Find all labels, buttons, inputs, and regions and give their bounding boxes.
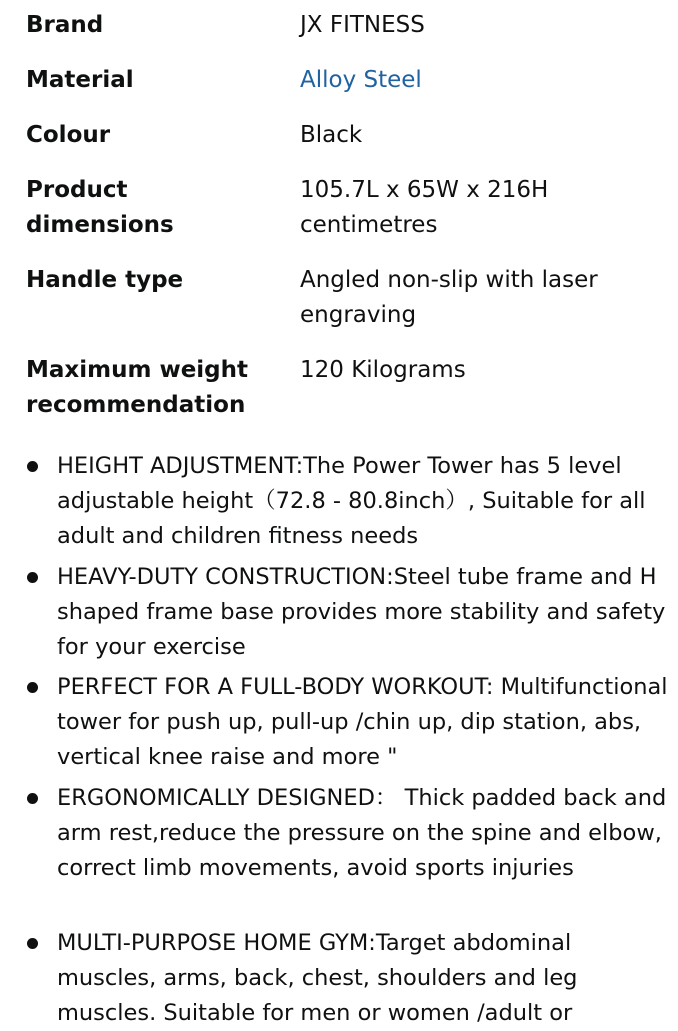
spec-label: Maximum weight recommendation <box>26 357 249 418</box>
spec-value: 105.7L x 65W x 216H centimetres <box>300 177 549 238</box>
feature-text: MULTI-PURPOSE HOME GYM:Target abdominal muscles, arms, back, chest, shoulders and leg muscles. Suitable for men or women /adult or <box>57 930 578 1026</box>
bullet-dot-icon <box>27 793 38 804</box>
bullet-dot-icon <box>27 682 38 693</box>
feature-text: PERFECT FOR A FULL-BODY WORKOUT: Multifunctional tower for push up, pull-up /chin up, dip station, abs, vertical knee raise and more " <box>57 674 668 770</box>
spec-value: JX FITNESS <box>300 12 425 38</box>
feature-text: HEAVY-DUTY CONSTRUCTION:Steel tube frame and H shaped frame base provides more stability and safety for your exercise <box>57 564 666 660</box>
bullet-dot-icon <box>27 461 38 472</box>
spec-label: Product dimensions <box>26 177 174 238</box>
spec-value-link[interactable]: Alloy Steel <box>300 67 422 93</box>
feature-text: ERGONOMICALLY DESIGNED： Thick padded back and arm rest,reduce the pressure on the spine and elbow, correct limb movements, avoid sports injuries <box>57 785 667 881</box>
spec-value: 120 Kilograms <box>300 357 466 383</box>
feature-text: HEIGHT ADJUSTMENT:The Power Tower has 5 level adjustable height（72.8 - 80.8inch）, Suitable for all adult and children fitness needs <box>57 453 646 549</box>
spec-value: Black <box>300 122 363 148</box>
bullet-dot-icon <box>27 572 38 583</box>
spec-label: Material <box>26 67 134 93</box>
spec-label: Brand <box>26 12 104 38</box>
spec-value: Angled non-slip with laser engraving <box>300 267 598 328</box>
bullet-dot-icon <box>27 938 38 949</box>
spec-label: Colour <box>26 122 111 148</box>
spec-label: Handle type <box>26 267 184 293</box>
